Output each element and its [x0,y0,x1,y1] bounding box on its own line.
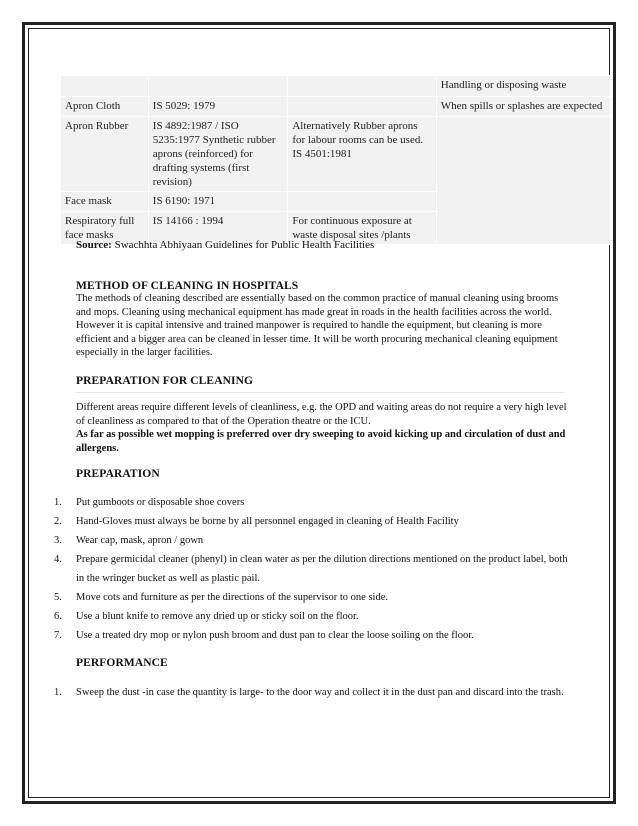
list-item-number: 4. [54,554,62,565]
preparation-steps-list [54,493,574,645]
list-item-number: 1. [54,687,62,698]
section-preparation-for-cleaning-body [76,401,576,455]
list-item [54,626,574,645]
table-cell: When spills or splashes are expected [436,97,610,117]
list-item-number: 2. [54,516,62,527]
source-text: Swachhta Abhiyaan Guidelines for Public Health Facilities [111,239,375,251]
list-item-number: 3. [54,535,62,546]
table-cell: IS 6190: 1971 [148,192,288,212]
list-item-number: 6. [54,611,62,622]
table-row [61,97,611,117]
list-item [54,607,574,626]
list-item-text: Hand-Gloves must always be borne by all personnel engaged in cleaning of Health Facility [76,516,459,527]
table-cell [436,117,610,245]
table-cell [288,97,436,117]
section-body: Different areas require different levels of cleanliness, e.g. the OPD and waiting areas do not require a very high level of cleanliness as compared to that of the Operation theatre or the ICU. [76,402,567,427]
performance-steps-list [54,683,574,702]
section-performance [76,657,576,669]
table-cell [61,76,149,97]
table-cell: Respiratory full face masks [61,212,149,245]
table-cell: Handling or disposing waste [436,76,610,97]
table-row [61,76,611,97]
table-cell [288,192,436,212]
list-item-text: Sweep the dust -in case the quantity is large- to the door way and collect it in the dust pan and discard into the trash. [76,687,564,698]
section-heading: METHOD OF CLEANING IN HOSPITALS [76,280,299,292]
section-emphasis: As far as possible wet mopping is preferred over dry sweeping to avoid kicking up and circulation of dust and allergens. [76,429,566,454]
table-cell: Alternatively Rubber aprons for labour rooms can be used. IS 4501:1981 [288,117,436,192]
list-item [54,550,574,588]
source-label: Source: [76,239,112,251]
section-method [76,280,576,360]
list-item [54,531,574,550]
section-heading: PREPARATION FOR CLEANING [76,375,254,387]
table-cell: IS 14166 : 1994 [148,212,288,245]
table-cell: Apron Rubber [61,117,149,192]
table-source-note [76,239,374,251]
table-cell [148,76,288,97]
section-divider [76,392,564,393]
table-cell: Apron Cloth [61,97,149,117]
list-item-number: 7. [54,630,62,641]
table-cell: IS 4892:1987 / ISO 5235:1977 Synthetic rubber aprons (reinforced) for drafting systems (first revision) [148,117,288,192]
list-item-text: Put gumboots or disposable shoe covers [76,497,245,508]
list-item [54,588,574,607]
list-item [54,683,574,702]
table-cell [288,76,436,97]
list-item-number: 1. [54,497,62,508]
list-item-text: Prepare germicidal cleaner (phenyl) in clean water as per the dilution directions mentioned on the product label, both in the wringer bucket as well as plastic pail. [76,554,568,584]
table-row [61,117,611,192]
table-cell: IS 5029: 1979 [148,97,288,117]
table-cell: Face mask [61,192,149,212]
list-item-number: 5. [54,592,62,603]
table-cell: For continuous exposure at waste disposal sites /plants [288,212,436,245]
list-item-text: Use a treated dry mop or nylon push broom and dust pan to clear the loose soiling on the floor. [76,630,474,641]
list-item-text: Move cots and furniture as per the directions of the supervisor to one side. [76,592,389,603]
list-item-text: Use a blunt knife to remove any dried up or sticky soil on the floor. [76,611,359,622]
list-item-text: Wear cap, mask, apron / gown [76,535,204,546]
section-preparation [76,468,576,480]
list-item [54,493,574,512]
section-heading: PREPARATION [76,468,160,480]
section-preparation-for-cleaning [76,375,576,387]
section-heading: PERFORMANCE [76,657,168,669]
list-item [54,512,574,531]
section-body: The methods of cleaning described are essentially based on the common practice of manual cleaning using brooms and mops. Cleaning using mechanical equipment has made great in roads in the health facilities across the world. However it is capital intensive and trained manpower is required to handle the equipment, but cleaning is more efficient and a bigger area can be cleaned in lesser time. It will be worth procuring mechanical cleaning equipment especially in the larger facilities. [76,293,559,358]
ppe-standards-table [60,75,610,245]
